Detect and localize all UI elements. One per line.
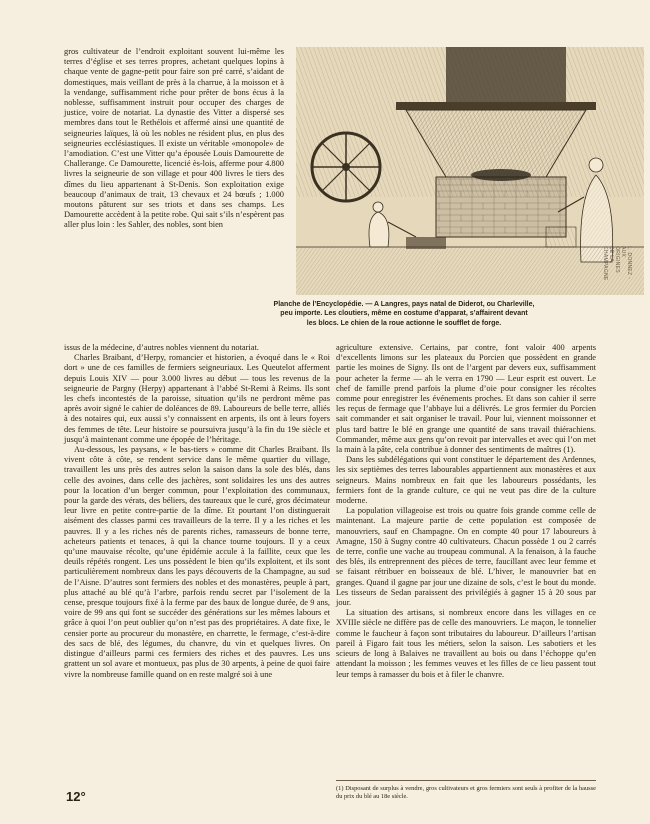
forge-engraving [296, 47, 644, 295]
side-credit: L. DONNEZ - AUX ORIGINES DE LA CHAMPAGNE [602, 246, 632, 281]
paragraph: issus de la médecine, d’autres nobles viennent du notariat. [64, 343, 259, 352]
paragraph: Au-dessous, les paysans, « le bas-tiers » comme dit Charles Braibant. Ils vivent côte à côte, se rendent service dans le même quartier du village, travaillent les uns près des autres selon la saison dans la sole des blés, dans celle des avoines, dans celle des jachères, sont solidaires les uns des autres pour la location d’un berger commun, pour l’exploitation des communaux, pour la garde des vérats, des béliers, des taureaux que le curé, gros décimateur leur livre en petite contre-partie de la dîme. Et pourtant l’on distinguerait aisément des classes parmi ces travailleurs de la terre. Il y a les riches et les pauvres. Il y a les riches nés de parents riches, ramasseurs de bonne terre, acheteurs patients et tenaces, à qui la chance tourne toujours. Il y a ceux qu’une mauvaise récolte, qu’une épidémie accule à la faillite, ceux que les deuils répétés rongent. Les uns possèdent le bien qu’ils exploitent, et ils sont particulièrement nombreux dans les pays découverts de la Champagne, au sud de l’Aisne. D’autres sont fermiers des nobles et des monastères, peuple à part, plus attaché au blé qu’à l’arbre, parfois rendu secret par l’isolement de la cense, presque toujours fixé à la ferme par des baux de longue durée, de 9 ans, voire de 99 ans qui font se succéder des générations sur les mêmes labours et grâce à quoi l’on peut oublier qu’on n’est pas des propriétaires. A date fixe, le censier porte au procureur du monastère, en charrette, le fermage, c’est-à-dire des sacs de blé, des légumes, du chanvre, du vin et quelques livres. On distingue d’ailleurs parmi ces fermiers des riches et des pauvres. Les uns grattent un sol avare et montueux, pas plus de 30 arpents, à peine de quoi faire vivre la nombreuse famille quand on en reste malgré soi à une [64, 445, 330, 679]
caption-line: Planche de l’Encyclopédie. — A Langres, pays natal de Diderot, ou Charleville, [273, 301, 535, 308]
page-number: 12° [66, 789, 86, 804]
engraving-illustration [296, 47, 644, 295]
left-column-top [64, 47, 284, 231]
paragraph: La population villageoise est trois ou quatre fois grande comme celle de maintenant. La majeure partie de cette population est composée de manouvriers, sauf en Champagne. On en compte 40 pour 17 laboureurs à Amagne, 150 à Sugny contre 40 cultivateurs. Chacun possède 1 ou 2 carrés de terre, confie une vache au troupeau communal. A la fenaison, à la fauche des blés, ils entreprennent des pièces de terre, faucillant avec leur femme et se faisant rétribuer en boisseaux de blé. L’hiver, le manouvrier bat en granges. Quand il gagne par jour une dizaine de sols, c’est le bout du monde. Les tisseurs de Sedan paraissent des privilégiés à gagner 15 à 20 sous par jour. [336, 506, 596, 608]
paragraph: Charles Braibant, d’Herpy, romancier et historien, a évoqué dans le « Roi dort » une de ces familles de fermiers seigneuriaux. Les Queutelot afferment depuis Louis XIV — pour 3.000 livres au début — tous les revenus de la seigneurie de Pargny (Herpy) appartenant à l’abbé St-Remi à Reims. Ils sont les chefs incontestés de la paroisse, situation qu’ils ne perdront même pas après avoir signé le cahier de doléances de 89. Laboureurs de belle terre, alliés à des notaires qui, eux aussi s’y connaissent en arpents, ils ont à leurs foyers des femmes de tête. Leur histoire se poursuivra jusqu’à la fin du 19e siècle et jusqu’à maintenant comme une épopée de l’héritage. [64, 353, 330, 444]
left-column-bottom [64, 343, 330, 680]
paragraph: agriculture extensive. Certains, par contre, font valoir 400 arpents d’excellents limons sur les plateaux du Porcien que possèdent en grande partie les moines de Signy. Ils ont de l’argent par devers eux, suffisamment pour acheter la ferme — ah le verra en 1790 — Leur esprit est ouvert. Le chef de famille prend parfois la plume d’oie pour consigner les récoltes comme pour enregistrer les événements proches. Et dans son cahier il serre les reçus de fermage que l’abbaye lui a délivrés. Le gros fermier du Porcien sait commander et sait organiser le travail. Pour lui, viennent moissonner et plus tard battre le blé en grange une quantité de sans travail thiérachiens. Commander, même aux gens qu’on revoit par intervalles et avec qui l’on met la main à la pâte, cela contribue à donner des sentiments de maîtres (1). [336, 343, 596, 455]
paragraph: Dans les subdélégations qui vont constituer le département des Ardennes, les six septièmes des terres labourables appartiennent aux monastères et aux seigneurs. Mains nombreux en fait que les laboureurs possédants, les fermiers font de la grande culture, ce qui ne veut pas dire de la culture moderne. [336, 455, 596, 506]
caption-line: peu importe. Les cloutiers, même en costume d’apparat, s’affairent devant [280, 310, 528, 318]
right-column [336, 343, 596, 680]
figure-caption [214, 300, 594, 328]
paragraph: La situation des artisans, si nombreux encore dans les villages en ce XVIIIe siècle ne diffère pas de celle des manouvriers. Le maçon, le tonnelier comme le faucheur à façon sont tributaires du laboureur. D’ailleurs l’artisan pareil à Figaro fait tous les métiers, selon la saison. Les sabotiers et les scieurs de long à Balaives ne travaillent au bois ou dans l’échoppe qu’en attendant la moisson ; les femmes veuves et les filles de ce lieu passent tout leur temps à ramasser du bois et à filer le chanvre. [336, 608, 596, 679]
caption-line: les blocs. Le chien de la roue actionne le soufflet de forge. [306, 319, 502, 327]
footnote: (1) Disposant de surplus à vendre, gros cultivateurs et gros fermiers sont seuls à profiter de la hausse du prix du blé au 18e siècle. [336, 780, 596, 801]
paragraph: gros cultivateur de l’endroit exploitant souvent lui-même les terres d’église et ses terres propres, achetant quelques lopins à chaque vente de gagne-petit pour faire son pré carré, s’aidant de domestiques, mais veillant de près à la charrue, à la moisson et à la vendange, suffisamment riche pour prêter de bons écus à la noblesse, suffisamment instruit pour occuper des charges de justice, voire de notariat. La dynastie des Vitter a dispersé ses membres dans tout le Rethélois et affermé ainsi une quantité de seigneuries laïques, là où les nobles ne résident plus, en plus des seigneuries ecclésiastiques. Il existe un véritable «monopole» de l’amodiation. C’est une Vitter qu’a épousée Louis Damourette de Challerange. Ce Damourette, licencié ès-lois, afferme pour 4.800 livres la seigneurie de son village et pour 400 livres le tiers des dîmes du lieu appartenant à St-Denis. Son exploitation exige beaucoup d’animaux de trait, 13 chevaux et 24 bœufs ; 1.000 moutons pâturent sur ses triots et dans ses champs. Les Damourette accèdent à la petite robe. Qui sait s’ils n’espèrent pas aller plus loin : les Sahler, des nobles, sont bien [64, 47, 284, 230]
